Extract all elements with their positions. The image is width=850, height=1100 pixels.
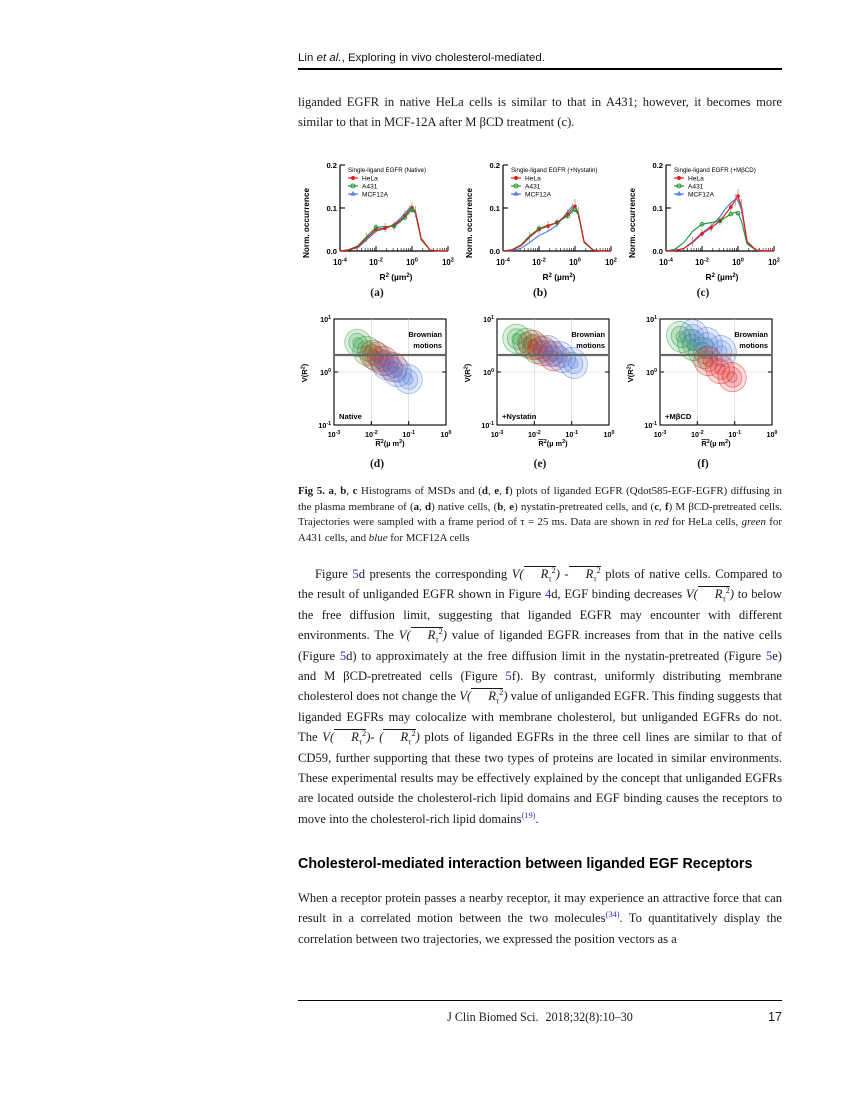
caption-bold: d <box>425 500 432 513</box>
figure-ref-5d-2[interactable]: 5 <box>339 648 347 663</box>
para-text: f). By contrast, uniformly distributing membrane cholesterol does not change the <box>298 668 782 704</box>
svg-text:Norm. occurrence: Norm. occurrence <box>302 187 311 258</box>
caption-label: Fig 5. <box>298 484 325 497</box>
svg-text:0.1: 0.1 <box>652 203 663 213</box>
svg-text:A431: A431 <box>688 183 704 191</box>
svg-text:Single-ligand EGFR (Native): Single-ligand EGFR (Native) <box>348 166 427 174</box>
figure-row-bottom <box>298 307 782 470</box>
footer-citation: 2018;32(8):10–30 <box>545 1010 633 1024</box>
svg-text:10-2: $10^{-2}$ <box>369 257 383 267</box>
caption-italic-red: red <box>654 516 669 529</box>
svg-text:V(R2): $V(R^2)$ <box>300 363 309 383</box>
panel-c-label: (c) <box>696 286 710 299</box>
figure-ref-5f[interactable]: 5 <box>505 668 512 683</box>
running-head-title: , Exploring in vivo cholesterol-mediated. <box>341 52 545 64</box>
caption-italic-blue: blue <box>368 532 388 545</box>
svg-text:10-1: $10^{-1}$ <box>318 420 331 430</box>
svg-text:10-1: $10^{-1}$ <box>565 429 579 439</box>
svg-text:R2 (µm2): $R^2$ (µm$^2$) <box>379 271 413 282</box>
figure-ref-5d[interactable]: 5 <box>352 567 359 582</box>
running-head <box>298 52 782 68</box>
svg-text:100: $10^0$ <box>766 429 778 439</box>
para-text: plots of liganded EGFRs in the three cell lines are similar to that of CD59, further supporting that these two types of proteins are located in similar environments. These experimental results may be effectively explained by the concept that unliganded EGFRs are located outside the cholesterol-rich lipid domains and EGF binding causes the receptors to move into the cholesterol-rich lipid domains <box>298 730 783 826</box>
paragraph-2 <box>298 888 782 949</box>
svg-text:101: $10^1$ <box>646 314 657 324</box>
section-heading: Cholesterol-mediated interaction between liganded EGF Receptors <box>298 856 753 873</box>
para-text: d, EGF binding decreases <box>551 587 686 602</box>
svg-text:R2(µ m2): $R^2(\mu$ $m^2$) <box>701 438 731 448</box>
footer-rule <box>298 1000 782 1001</box>
caption-bold: a <box>328 484 334 497</box>
footer-page-number: 17 <box>767 1010 782 1024</box>
paragraph-1: Figure 5d presents the corresponding V( $R_\tau^2) - R_\tau^2$ plots of native cells. Compared to the result of unliganded EGFR shown in Figure 4d, EGF binding decreases V( $R_\tau^2$) to below the free diffusion limit, suggesting that liganded EGFR may encounter with different environments. The V( $R_\tau^2$) value of liganded EGFR increases from that in the native cells (Figure 5d) to approximately at the free diffusion limit in the nystatin-pretreated (Figure 5e) and M βCD-pretreated cells (Figure 5f). By contrast, uniformly distributing membrane cholesterol does not change the V( $R_\tau^2$) value of unliganded EGFR. This finding suggests that liganded EGFRs may colocalize with membrane cholesterol, but unliganded EGFRs do not. The V( $R_\tau^2)-$ ( $R_\tau^2$) plots of liganded EGFRs in the three cell lines are similar to that of CD59, further supporting that these two types of proteins are located in similar environments. These experimental results may be effectively explained by the concept that unliganded EGFRs are located outside the cholesterol-rich lipid domains and EGF binding causes the receptors to move into the cholesterol-rich lipid domains$^{(19)}$. <box>298 565 783 826</box>
caption-bold: b <box>497 500 504 513</box>
svg-text:V(R2): $V(R^2)$ <box>626 363 635 383</box>
caption-bold: e <box>494 484 500 497</box>
svg-text:A431: A431 <box>525 183 541 191</box>
svg-text:A431: A431 <box>362 183 378 191</box>
caption-text: for A431 cells, and <box>298 516 783 545</box>
figure-ref-5e[interactable]: 5 <box>765 648 773 663</box>
caption-bold: c <box>352 484 358 497</box>
figure-5 <box>298 151 782 470</box>
svg-text:100: $10^0$ <box>406 257 418 267</box>
svg-text:HeLa: HeLa <box>525 175 541 183</box>
svg-text:10-2: $10^{-2}$ <box>527 429 541 439</box>
svg-text:Brownian: Brownian <box>734 329 768 339</box>
svg-text:10-1: $10^{-1}$ <box>402 429 416 439</box>
figure-caption <box>298 484 782 547</box>
panel-a <box>298 151 456 299</box>
caption-bold: d <box>481 484 488 497</box>
panel-b-label: (b) <box>532 286 548 299</box>
svg-text:10-4: $10^{-4}$ <box>496 257 510 267</box>
svg-text:10-2: $10^{-2}$ <box>532 257 546 267</box>
running-head-etal: et al. <box>316 52 342 64</box>
svg-text:Single-ligand EGFR (+Nystatin): Single-ligand EGFR (+Nystatin) <box>511 166 598 174</box>
caption-text: for MCF12A cells <box>387 532 470 545</box>
svg-text:100: $10^0$ <box>440 429 452 439</box>
svg-text:102: $10^2$ <box>768 257 780 267</box>
caption-text: ) nystatin-pretreated cells, and ( <box>514 500 655 513</box>
svg-text:Native: Native <box>339 411 362 421</box>
svg-text:100: $10^0$ <box>483 367 494 377</box>
page-footer <box>298 1000 782 1025</box>
caption-text: , <box>487 484 495 497</box>
svg-text:Brownian: Brownian <box>571 329 605 339</box>
caption-bold: f <box>505 484 510 497</box>
svg-text:0.2: 0.2 <box>652 160 663 170</box>
svg-text:HeLa: HeLa <box>688 175 704 183</box>
svg-text:10-3: $10^{-3}$ <box>653 429 667 439</box>
math-v-rt2-minus-rt2: V( $R_\tau^2)-$ ( $R_\tau^2$) <box>322 728 420 747</box>
para-text: d) to approximately at the free diffusion limit in the nystatin-pretreated (Figure <box>346 648 766 663</box>
svg-text:MCF12A: MCF12A <box>362 191 389 199</box>
svg-text:100: $10^0$ <box>646 367 657 377</box>
figure-row-top <box>298 151 782 299</box>
caption-bold: a <box>413 500 420 513</box>
svg-text:motions: motions <box>739 340 768 350</box>
math-v-rt2: V( $R_\tau^2$) <box>685 586 735 604</box>
svg-text:10-2: $10^{-2}$ <box>690 429 704 439</box>
panel-e-label: (e) <box>533 457 547 470</box>
svg-text:10-3: $10^{-3}$ <box>490 429 504 439</box>
svg-text:0.1: 0.1 <box>326 203 337 213</box>
svg-text:0.0: 0.0 <box>326 246 337 256</box>
svg-text:10-4: $10^{-4}$ <box>333 257 347 267</box>
panel-a-label: (a) <box>370 286 384 299</box>
svg-text:10-2: $10^{-2}$ <box>695 257 709 267</box>
panel-f <box>624 307 782 470</box>
svg-text:R2 (µm2): $R^2$ (µm$^2$) <box>542 271 576 282</box>
panel-c <box>624 151 782 299</box>
panel-d-label: (d) <box>369 457 385 470</box>
caption-text: ) plots of liganded EGFR (Qdot585-EGF-EGFR) diffusing in the plasma membrane of ( <box>298 484 782 513</box>
para-text: When a receptor protein passes a nearby receptor, it may experience an attractive force that can result in a correlated motion between the two molecules <box>298 891 782 926</box>
svg-text:10-4: $10^{-4}$ <box>659 257 673 267</box>
panel-b-plot <box>461 151 619 286</box>
svg-text:motions: motions <box>413 340 442 350</box>
para-text: d presents the corresponding <box>358 567 512 582</box>
caption-text: , <box>333 484 341 497</box>
panel-f-svg <box>624 307 782 457</box>
panel-f-plot <box>624 307 782 457</box>
svg-text:10-1: $10^{-1}$ <box>644 420 657 430</box>
caption-text: for HeLa cells, <box>668 516 742 529</box>
svg-text:101: $10^1$ <box>483 314 494 324</box>
svg-text:0.1: 0.1 <box>489 203 500 213</box>
svg-text:102: $10^2$ <box>442 257 454 267</box>
para-text: . <box>535 811 539 826</box>
panel-e-plot <box>461 307 619 457</box>
svg-text:10-2: $10^{-2}$ <box>364 429 378 439</box>
svg-text:V(R2): $V(R^2)$ <box>463 363 472 383</box>
svg-text:0.2: 0.2 <box>489 160 500 170</box>
panel-b-svg <box>461 151 619 286</box>
svg-text:HeLa: HeLa <box>362 175 378 183</box>
para-text: Figure <box>315 567 353 582</box>
svg-text:Brownian: Brownian <box>408 329 442 339</box>
para-text: e) and M βCD-pretreated cells (Figure <box>298 648 782 683</box>
svg-text:+Nystatin: +Nystatin <box>502 411 537 421</box>
caption-bold: f <box>664 500 669 513</box>
svg-text:102: $10^2$ <box>605 257 617 267</box>
panel-a-svg <box>298 151 456 286</box>
svg-text:MCF12A: MCF12A <box>688 191 715 199</box>
svg-text:100: $10^0$ <box>569 257 581 267</box>
panel-e-svg <box>461 307 619 457</box>
citation-34[interactable]: (34) <box>605 910 620 920</box>
svg-text:100: $10^0$ <box>603 429 615 439</box>
para-text: plots of native cells. Compared to the result of unliganded EGFR shown in Figure <box>298 567 782 602</box>
para-text: to below the free diffusion limit, suggesting that liganded EGFR may encounter with different environments. The <box>298 587 782 643</box>
para-text: value of liganded EGFR increases from that in the native cells (Figure <box>298 628 782 663</box>
math-v-rt2: V( $R_\tau^2$) <box>511 565 560 584</box>
caption-text: , <box>503 500 510 513</box>
caption-text: ) M βCD-pretreated cells. Trajectories were sampled with a frame period of τ = 25 ms. Data are shown in <box>298 500 783 529</box>
running-head-rule <box>298 68 782 70</box>
para-text: value of unliganded EGFR. This finding suggests that liganded EGFRs may colocalize with membrane cholesterol, but unliganded EGFRs do not. The <box>298 689 783 745</box>
footer-row <box>298 1010 782 1025</box>
svg-text:Norm. occurrence: Norm. occurrence <box>628 187 637 258</box>
svg-text:100: $10^0$ <box>320 367 331 377</box>
svg-text:0.0: 0.0 <box>652 246 663 256</box>
caption-bold: c <box>654 500 660 513</box>
math-rt2: $R_\tau^2$ <box>569 567 601 581</box>
svg-text:10-3: $10^{-3}$ <box>327 429 341 439</box>
svg-text:100: $10^0$ <box>732 257 744 267</box>
panel-e <box>461 307 619 470</box>
footer-journal: J Clin Biomed Sci. <box>447 1010 539 1024</box>
caption-italic-green: green <box>741 516 766 529</box>
caption-bold: e <box>509 500 515 513</box>
svg-text:motions: motions <box>576 340 605 350</box>
svg-text:R2(µ m2): $R^2(\mu$ $m^2$) <box>375 438 405 448</box>
caption-text: , <box>659 500 665 513</box>
caption-text: , <box>346 484 353 497</box>
paragraph-continued: liganded EGFR in native HeLa cells is similar to that in A431; however, it becomes more similar to that in MCF-12A after M βCD treatment (c). <box>298 95 782 130</box>
panel-a-plot <box>298 151 456 286</box>
citation-19[interactable]: (19) <box>521 810 536 820</box>
svg-text:0.2: 0.2 <box>326 160 337 170</box>
svg-text:Norm. occurrence: Norm. occurrence <box>465 187 474 258</box>
running-head-author: Lin <box>298 52 314 64</box>
caption-text: ) native cells, ( <box>431 500 498 513</box>
caption-text: Histograms of MSDs and ( <box>357 484 482 497</box>
caption-text: , <box>419 500 426 513</box>
panel-d <box>298 307 456 470</box>
svg-text:10-1: $10^{-1}$ <box>481 420 494 430</box>
panel-c-plot <box>624 151 782 286</box>
svg-text:Single-ligand EGFR (+MβCD): Single-ligand EGFR (+MβCD) <box>674 166 756 174</box>
page-content <box>298 0 782 949</box>
caption-bold: b <box>340 484 347 497</box>
svg-text:10-1: $10^{-1}$ <box>728 429 742 439</box>
panel-d-svg <box>298 307 456 457</box>
svg-text:0.0: 0.0 <box>489 246 500 256</box>
panel-f-label: (f) <box>697 457 709 470</box>
svg-text:101: $10^1$ <box>320 314 331 324</box>
svg-text:R2 (µm2): $R^2$ (µm$^2$) <box>705 271 739 282</box>
figure-ref-4d[interactable]: 4 <box>544 587 552 602</box>
math-v-rt2: V( $R_\tau^2$) <box>398 627 447 645</box>
para-text: . To quantitatively display the correlation between two trajectories, we expressed the position vectors as a <box>298 911 782 946</box>
svg-text:R2(µ m2): $R^2(\mu$ $m^2$) <box>538 438 568 448</box>
caption-text: , <box>499 484 506 497</box>
panel-b <box>461 151 619 299</box>
math-v-rt2: V( $R_\tau^2$) <box>459 688 508 706</box>
svg-text:+MβCD: +MβCD <box>665 411 692 421</box>
panel-d-plot <box>298 307 456 457</box>
panel-c-svg <box>624 151 782 286</box>
svg-text:MCF12A: MCF12A <box>525 191 552 199</box>
